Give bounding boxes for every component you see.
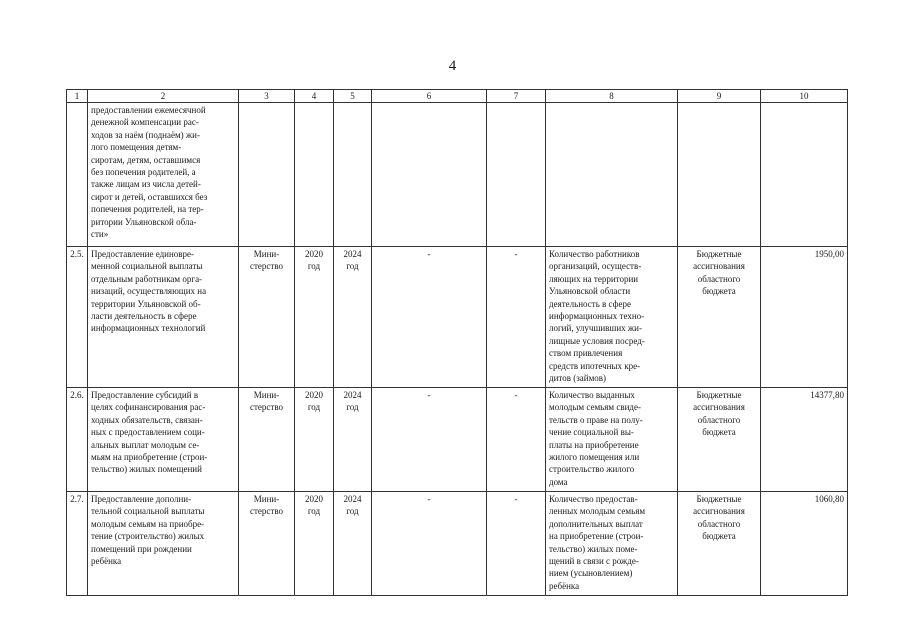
funding-source: Бюджетные ассигнования областного бюджета: [678, 247, 761, 388]
column-6: [372, 103, 487, 247]
executor: Мини- стерство: [239, 388, 295, 492]
measure-name: Предоставление единовре- менной социальной выплаты отдельным работникам орга- низаций, осуществляющих на территории Ульяновской об- ласти деятельность в сфере информационных технологий: [88, 247, 239, 388]
funding-source: Бюджетные ассигнования областного бюджета: [678, 388, 761, 492]
header-cell: 6: [372, 90, 487, 103]
column-7: [487, 103, 546, 247]
header-cell: 5: [334, 90, 372, 103]
column-6: -: [372, 247, 487, 388]
end-year: 2024 год: [334, 492, 372, 596]
header-cell: 7: [487, 90, 546, 103]
measure-name: предоставлении ежемесячной денежной компенсации рас- ходов за наём (поднаём) жи- лого помещения детям- сиротам, детям, оставшимся без попечения родителей, а также лицам из числа детей- сирот и детей, оставшихся без попечения родителей, на тер- ритории Ульяновской обла- сти»: [88, 103, 239, 247]
target-indicator: Количество работников организаций, осуществ- ляющих на территории Ульяновской области деятельность в сфере информационных техно- логий, улучшивших жи- лищные условия посред- ством привлечения средств ипотечных кре- дитов (займов): [546, 247, 678, 388]
header-cell: 1: [67, 90, 88, 103]
column-7: -: [487, 388, 546, 492]
row-number: [67, 103, 88, 247]
table-row: [67, 103, 848, 247]
header-cell: 2: [88, 90, 239, 103]
column-6: -: [372, 492, 487, 596]
start-year: 2020 год: [295, 388, 334, 492]
page-number: 4: [448, 58, 457, 74]
column-7: -: [487, 492, 546, 596]
header-cell: 9: [678, 90, 761, 103]
executor: Мини- стерство: [239, 247, 295, 388]
funding-source: Бюджетные ассигнования областного бюджета: [678, 492, 761, 596]
column-6: -: [372, 388, 487, 492]
target-indicator: [546, 103, 678, 247]
measure-name: Предоставление субсидий в целях софинансирования рас- ходных обязательств, связан- ных с предоставлением соци- альных выплат молодым се- мьям на приобретение (строи- тельство) жилых помещений: [88, 388, 239, 492]
program-measures-table: [66, 89, 848, 596]
header-cell: 4: [295, 90, 334, 103]
table-row: [67, 492, 848, 596]
executor: [239, 103, 295, 247]
end-year: [334, 103, 372, 247]
funding-amount: 1060,80: [761, 492, 848, 596]
funding-amount: [761, 103, 848, 247]
executor: Мини- стерство: [239, 492, 295, 596]
target-indicator: Количество выданных молодым семьям свиде- тельств о праве на полу- чение социальной вы- платы на приобретение жилого помещения или строительство жилого дома: [546, 388, 678, 492]
table-row: [67, 247, 848, 388]
funding-source: [678, 103, 761, 247]
header-cell: 3: [239, 90, 295, 103]
end-year: 2024 год: [334, 388, 372, 492]
table-row: [67, 388, 848, 492]
start-year: [295, 103, 334, 247]
start-year: 2020 год: [295, 492, 334, 596]
measure-name: Предоставление дополни- тельной социальной выплаты молодым семьям на приобре- тение (строительство) жилых помещений при рождении ребёнка: [88, 492, 239, 596]
funding-amount: 14377,80: [761, 388, 848, 492]
row-number: 2.6.: [67, 388, 88, 492]
header-cell: 8: [546, 90, 678, 103]
table-header-row: [67, 90, 848, 103]
target-indicator: Количество предостав- ленных молодым семьям дополнительных выплат на приобретение (строи- тельство) жилых поме- щений в связи с рожде- нием (усыновлением) ребёнка: [546, 492, 678, 596]
start-year: 2020 год: [295, 247, 334, 388]
row-number: 2.5.: [67, 247, 88, 388]
end-year: 2024 год: [334, 247, 372, 388]
header-cell: 10: [761, 90, 848, 103]
funding-amount: 1950,00: [761, 247, 848, 388]
column-7: -: [487, 247, 546, 388]
row-number: 2.7.: [67, 492, 88, 596]
